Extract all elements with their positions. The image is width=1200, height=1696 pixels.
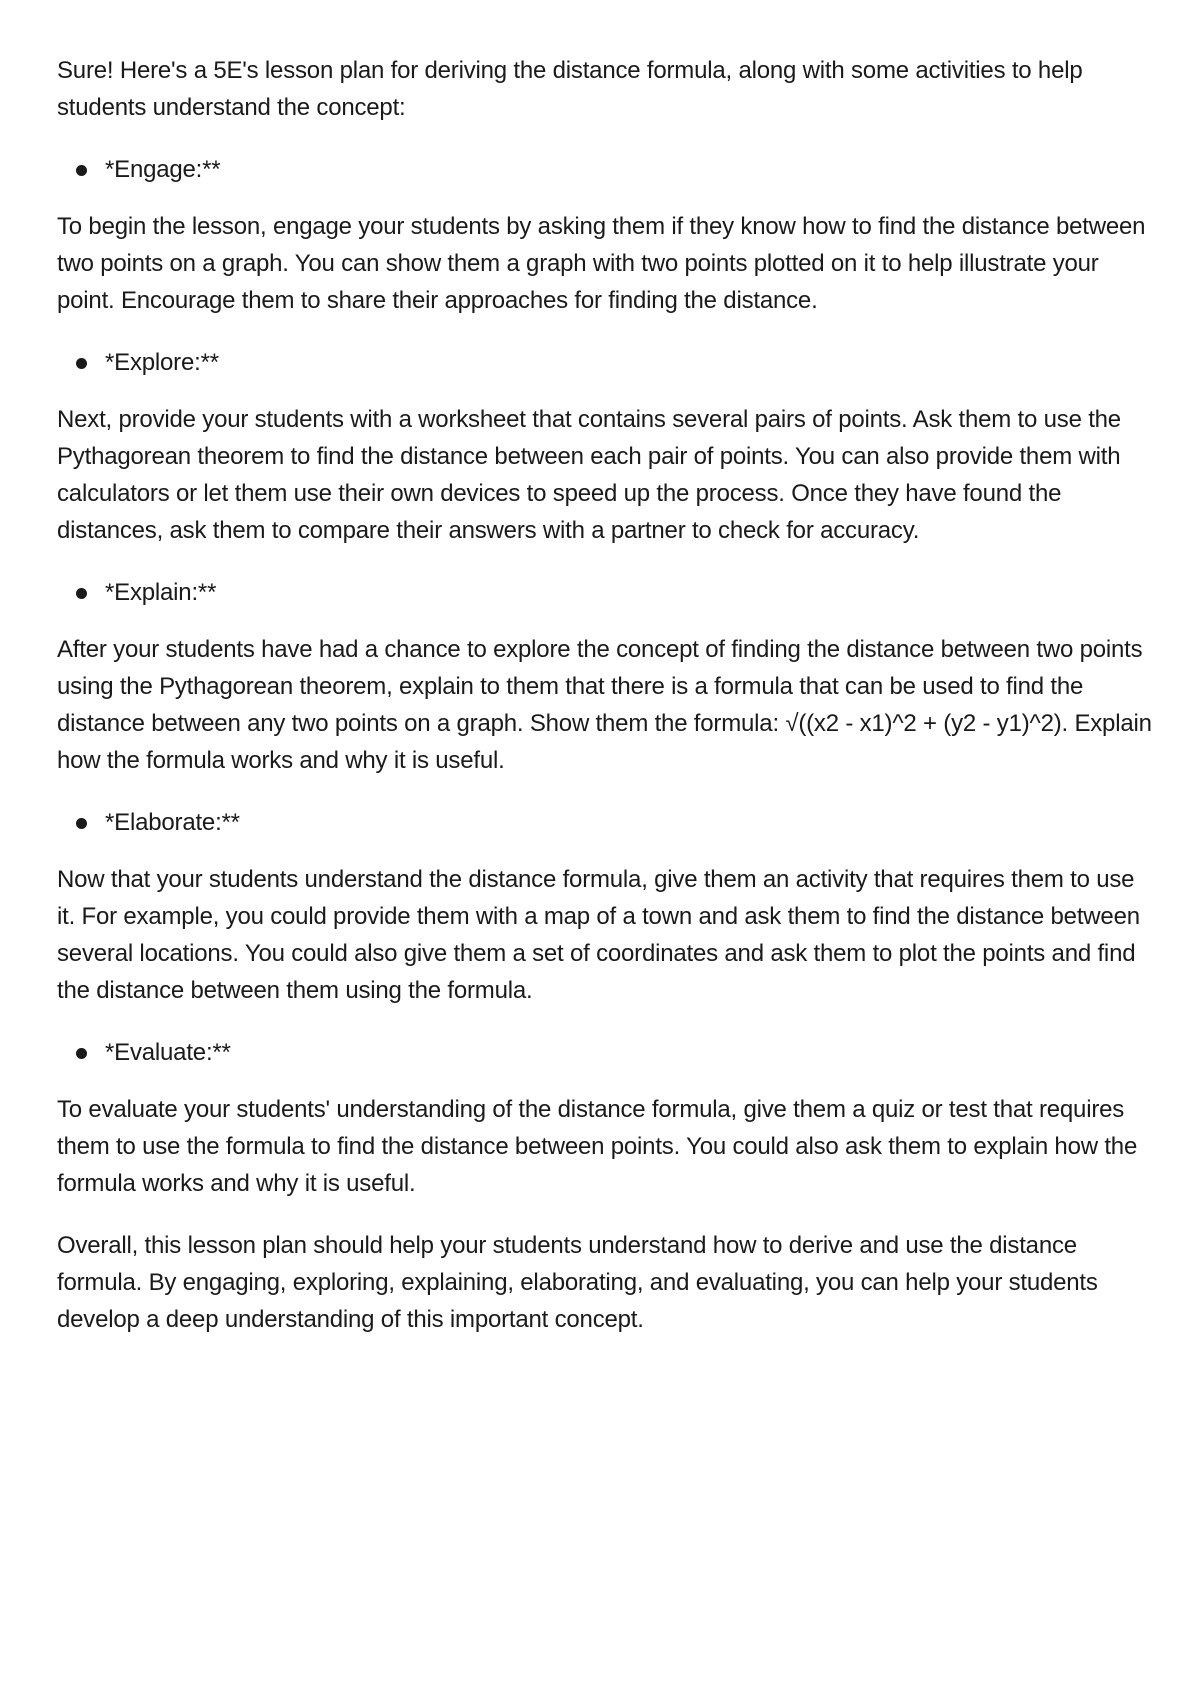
intro-paragraph: Sure! Here's a 5E's lesson plan for deriving the distance formula, along with some activities to help students understand the concept: — [57, 57, 1083, 121]
section-heading-label: *Evaluate:** — [105, 1039, 231, 1066]
section-heading-engage — [57, 151, 1157, 188]
section-body-explain: After your students have had a chance to explore the concept of finding the distance between two points using the Pythagorean theorem, explain to them that there is a formula that can be used to find the distance between any two points on a graph. Show them the formula: √((x2 - x1)^2 + (y2 - y1)^2). Explain how the formula works and why it is useful. — [57, 636, 1152, 774]
conclusion-paragraph: Overall, this lesson plan should help your students understand how to derive and use the distance formula. By engaging, exploring, explaining, elaborating, and evaluating, you can help your students develop a deep understanding of this important concept. — [57, 1232, 1098, 1333]
document-page — [57, 52, 1157, 1363]
bullet-icon — [76, 165, 87, 176]
bullet-icon — [76, 818, 87, 829]
section-heading-evaluate — [57, 1034, 1157, 1071]
section-heading-explain — [57, 574, 1157, 611]
section-heading-label: *Engage:** — [105, 156, 221, 183]
section-heading-label: *Explain:** — [105, 579, 217, 606]
bullet-icon — [76, 588, 87, 599]
section-heading-label: *Elaborate:** — [105, 809, 240, 836]
section-heading-elaborate — [57, 804, 1157, 841]
section-heading-explore — [57, 344, 1157, 381]
section-body-explore: Next, provide your students with a worksheet that contains several pairs of points. Ask them to use the Pythagorean theorem to find the distance between each pair of points. You can also provide them with calculators or let them use their own devices to speed up the process. Once they have found the distances, ask them to compare their answers with a partner to check for accuracy. — [57, 406, 1121, 544]
section-heading-label: *Explore:** — [105, 349, 219, 376]
bullet-icon — [76, 358, 87, 369]
section-body-engage: To begin the lesson, engage your students by asking them if they know how to find the distance between two points on a graph. You can show them a graph with two points plotted on it to help illustrate your point. Encourage them to share their approaches for finding the distance. — [57, 213, 1146, 314]
section-body-evaluate: To evaluate your students' understanding of the distance formula, give them a quiz or test that requires them to use the formula to find the distance between points. You could also ask them to explain how the formula works and why it is useful. — [57, 1096, 1138, 1197]
section-body-elaborate: Now that your students understand the distance formula, give them an activity that requires them to use it. For example, you could provide them with a map of a town and ask them to find the distance between several locations. You could also give them a set of coordinates and ask them to plot the points and find the distance between them using the formula. — [57, 866, 1140, 1004]
bullet-icon — [76, 1048, 87, 1059]
